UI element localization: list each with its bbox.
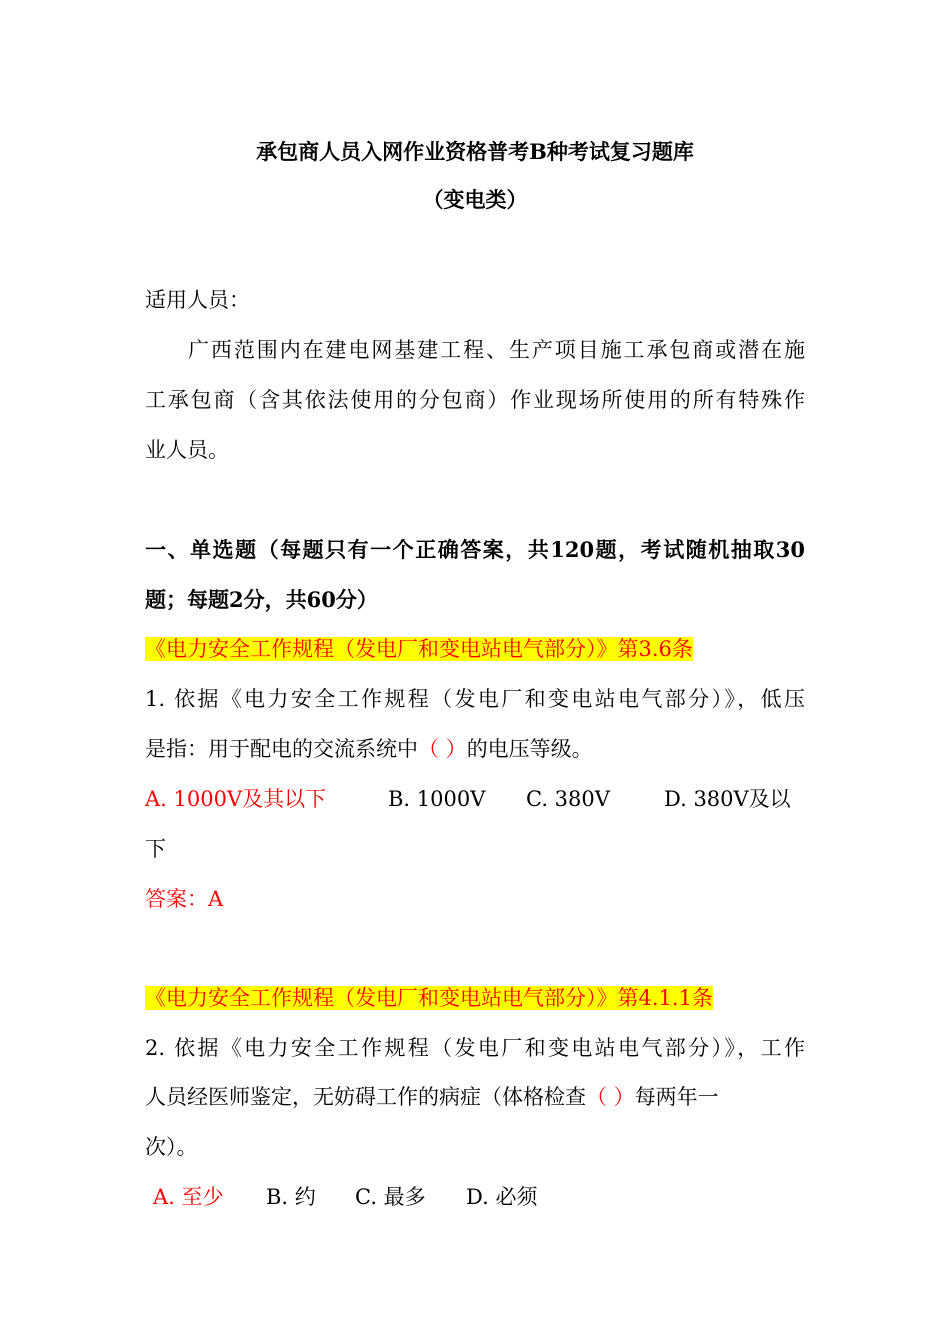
section-heading-line-2: 题；每题2分，共60分） [145, 587, 378, 612]
question-1-reference [145, 634, 693, 664]
question-2-option-a: A. 至少 [153, 1185, 224, 1209]
question-2-option-c: C. 最多 [355, 1185, 426, 1209]
question-2-line-3: 次）。 [145, 1135, 198, 1159]
question-1-option-b: B. 1000V [388, 787, 486, 811]
question-1-line-2 [145, 734, 593, 764]
question-1-reference-text: 《电力安全工作规程（发电厂和变电站电气部分）》第3.6条 [145, 637, 693, 661]
question-1-option-a: A. 1000V及其以下 [145, 787, 327, 811]
question-1-answer: 答案：A [145, 887, 224, 911]
applicable-text-line-3: 业人员。 [145, 438, 229, 462]
question-2-blank: （ ） [586, 1085, 635, 1109]
question-2-option-b: B. 约 [266, 1185, 316, 1209]
applicable-text-line-1: 广西范围内在建电网基建工程、生产项目施工承包商或潜在施 [188, 338, 805, 362]
question-2-line-1: 2. 依据《电力安全工作规程（发电厂和变电站电气部分）》，工作 [145, 1036, 805, 1060]
question-2-line-2 [145, 1082, 719, 1112]
question-1-line-2-pre: 是指：用于配电的交流系统中 [145, 737, 418, 761]
section-heading-line-1: 一、单选题（每题只有一个正确答案，共120题，考试随机抽取30 [145, 537, 805, 562]
question-1-option-c: C. 380V [526, 787, 610, 811]
document-subtitle: （变电类） [422, 187, 528, 212]
question-2-line-2-post: 每两年一 [634, 1085, 719, 1109]
question-2-reference-text: 《电力安全工作规程（发电厂和变电站电气部分）》第4.1.1条 [145, 986, 713, 1010]
document-title: 承包商人员入网作业资格普考B种考试复习题库 [256, 139, 694, 164]
question-1-option-d: D. 380V及以 [664, 787, 791, 811]
applicable-text-line-2: 工承包商（含其依法使用的分包商）作业现场所使用的所有特殊作 [145, 388, 805, 412]
applicable-label: 适用人员： [145, 288, 250, 312]
question-1-option-d-continued: 下 [145, 837, 166, 861]
question-2-line-2-pre: 人员经医师鉴定，无妨碍工作的病症（体格检查 [145, 1085, 586, 1109]
question-1-blank: （ ） [418, 737, 467, 761]
question-2-option-d: D. 必须 [466, 1185, 538, 1209]
question-1-line-1: 1. 依据《电力安全工作规程（发电厂和变电站电气部分）》，低压 [145, 687, 805, 711]
question-1-line-2-post: 的电压等级。 [466, 737, 593, 761]
question-2-reference [145, 983, 713, 1013]
